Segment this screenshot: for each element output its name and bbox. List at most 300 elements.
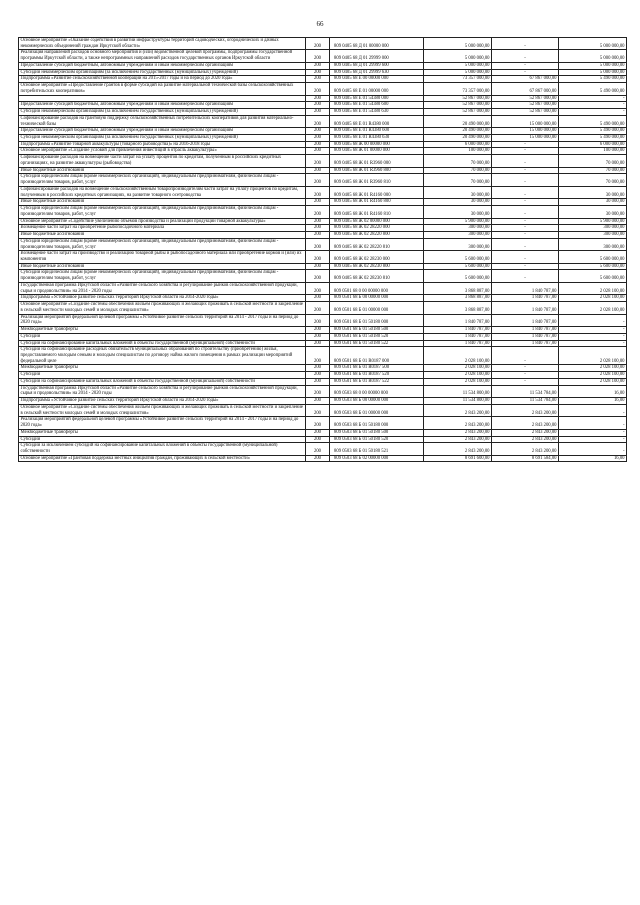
row-code-cell: 200 [306,251,330,263]
row-amount-3-cell: - [559,436,627,443]
row-classification-cell: 809 0503 68 Б 02 00000 000 [330,455,424,462]
row-amount-3-cell: 5 600 000,00 [559,263,627,270]
row-code-cell: 200 [306,295,330,302]
row-amount-2-cell: - [492,365,559,372]
row-classification-cell: 809 0405 68 Д 01 00000 000 [330,38,424,50]
row-classification-cell: 809 0405 68 Ж 01 00000 000 [330,148,424,155]
row-amount-2-cell: 11 534 784,00 [492,398,559,405]
table-row [19,443,627,455]
row-amount-2-cell: - [492,148,559,155]
row-amount-3-cell: 300 000,00 [559,225,627,232]
row-classification-cell: 809 0405 68 Е 01 R4380 600 [330,128,424,135]
row-classification-cell: 809 0405 68 Ж 01 R4160 800 [330,199,424,206]
row-name-cell: Субсидии [19,333,306,340]
row-name-cell: Субсидии на софинансирование расходных обязательств муниципальных образований по строительству (приобретению) жилья, предоставляемого молодым семьям и молодым специалистам по договору найма жилого помещения в рамках реализации мероприятий федеральной целе [19,347,306,365]
row-amount-2-cell: 67 867 000,00 [492,83,559,95]
table-row [19,295,627,302]
table-row [19,199,627,206]
row-amount-3-cell: - [559,102,627,109]
row-code-cell: 200 [306,167,330,174]
table-body [19,38,627,462]
table-row [19,38,627,50]
row-amount-2-cell: 15 000 000,00 [492,115,559,127]
row-name-cell: Иные бюджетные ассигнования [19,263,306,270]
row-code-cell: 200 [306,385,330,397]
row-amount-2-cell: - [492,199,559,206]
table-row [19,385,627,397]
row-amount-2-cell: 2 843 200,00 [492,443,559,455]
row-amount-2-cell: 67 867 000,00 [492,76,559,83]
row-name-cell: Основное мероприятие «Создание условий для привлечения инвестиций в отрасль аквакультуры» [19,148,306,155]
row-amount-3-cell: 6 000 000,00 [559,141,627,148]
row-classification-cell: 809 0405 68 Е 00 00000 000 [330,76,424,83]
row-amount-1-cell: 70 000,00 [424,155,492,167]
row-amount-1-cell: 300 000,00 [424,238,492,250]
row-code-cell: 200 [306,69,330,76]
row-name-cell: Основное мероприятие «Создание системы обеспечения жильем проживающих и желающих проживать в сельской местности и закрепление в сельской местности молодых семей и молодых специалистов» [19,302,306,314]
row-classification-cell: 809 0501 68 Б 01 50180 500 [330,327,424,334]
row-classification-cell: 809 0405 68 Ж 01 R3960 810 [330,174,424,186]
row-amount-2-cell: 52 867 000,00 [492,109,559,116]
row-name-cell: Субсидии за исключением субсидий на софинансирование капитальных вложений в объекты государственной (муниципальной) собственности [19,443,306,455]
table-row [19,436,627,443]
row-name-cell: Субсидии некоммерческим организациям (за исключением государственных (муниципальных) учреждений) [19,109,306,116]
row-name-cell: Межбюджетные трансферты [19,327,306,334]
row-amount-1-cell: 2 028 100,00 [424,365,492,372]
row-amount-1-cell: 20 490 000,00 [424,115,492,127]
row-name-cell: Субсидии юридическим лицам (кроме некоммерческих организаций), индивидуальным предпринимателям, физическим лицам - производителям товаров, работ, услуг [19,238,306,250]
row-classification-cell: 809 0405 68 Ж 02 28230 000 [330,251,424,263]
row-code-cell: 200 [306,365,330,372]
row-amount-1-cell: 30 000,00 [424,186,492,198]
row-amount-1-cell: 5 000 000,00 [424,62,492,69]
row-amount-3-cell: 2 028 100,00 [559,372,627,379]
table-row [19,270,627,282]
table-row [19,263,627,270]
row-amount-3-cell: 70 000,00 [559,174,627,186]
table-row [19,333,627,340]
row-code-cell: 200 [306,429,330,436]
row-classification-cell: 809 0503 68 Б 01 50180 520 [330,436,424,443]
table-row [19,238,627,250]
table-row [19,251,627,263]
row-classification-cell: 809 0501 68 Б 01 50180 000 [330,314,424,326]
row-name-cell: Субсидии некоммерческим организациям (за исключением государственных (муниципальных) учреждений) [19,69,306,76]
row-amount-1-cell: 300 000,00 [424,225,492,232]
row-amount-3-cell: 2 028 100,00 [559,365,627,372]
row-amount-3-cell: 5 490 000,00 [559,115,627,127]
row-name-cell [19,95,306,102]
row-amount-1-cell: 3 868 887,00 [424,295,492,302]
row-amount-1-cell: 11 534 800,00 [424,385,492,397]
row-classification-cell: 809 0405 68 Ж 00 00000 000 [330,141,424,148]
row-amount-3-cell: 30 000,00 [559,206,627,218]
table-row [19,155,627,167]
row-classification-cell: 809 0503 68 Б 01 50180 521 [330,443,424,455]
row-name-cell: Реализация мероприятий федеральной целевой программы «Устойчивое развитие сельских территорий на 2014 - 2017 годы и на период до 2020 года» [19,314,306,326]
table-row [19,232,627,239]
row-amount-2-cell: 1 840 787,00 [492,327,559,334]
row-name-cell: Предоставление субсидий бюджетным, автономным учреждениям и иным некоммерческим организациям [19,128,306,135]
row-amount-1-cell: 30 000,00 [424,199,492,206]
row-amount-1-cell: 1 840 787,00 [424,314,492,326]
row-amount-1-cell: 8 691 600,00 [424,455,492,462]
row-name-cell: Субсидии юридическим лицам (кроме некоммерческих организаций), индивидуальным предпринимателям, физическим лицам - производителям товаров, работ, услуг [19,206,306,218]
table-row [19,340,627,347]
row-amount-2-cell: - [492,62,559,69]
row-amount-3-cell: 2 028 100,00 [559,378,627,385]
table-row [19,69,627,76]
row-classification-cell: 809 0503 68 Б 01 50180 000 [330,417,424,429]
row-amount-3-cell: - [559,429,627,436]
row-code-cell: 200 [306,95,330,102]
row-name-cell: Основное мероприятие «Грантовая поддержка местных инициатив граждан, проживающих в сельской местности» [19,455,306,462]
row-classification-cell: 809 0405 68 Ж 02 28230 810 [330,270,424,282]
row-name-cell: Субсидии [19,372,306,379]
table-row [19,398,627,405]
row-classification-cell: 809 0501 68 Б 01 00000 000 [330,302,424,314]
table-row [19,148,627,155]
row-amount-1-cell: 5 600 000,00 [424,263,492,270]
row-amount-2-cell: 2 843 200,00 [492,429,559,436]
row-amount-1-cell: 30 000,00 [424,206,492,218]
row-code-cell: 200 [306,378,330,385]
row-amount-3-cell: 2 028 100,00 [559,347,627,365]
row-code-cell: 200 [306,225,330,232]
row-classification-cell: 809 0405 68 Д 01 29999 630 [330,69,424,76]
row-code-cell: 200 [306,232,330,239]
row-amount-1-cell: 70 000,00 [424,174,492,186]
table-row [19,372,627,379]
row-classification-cell: 809 0405 68 Ж 01 R4160 000 [330,186,424,198]
row-amount-2-cell: 1 840 787,00 [492,282,559,294]
row-amount-3-cell: - [559,340,627,347]
table-row [19,109,627,116]
row-code-cell: 200 [306,218,330,225]
row-amount-2-cell: 1 840 787,00 [492,333,559,340]
row-amount-2-cell: 1 840 787,00 [492,302,559,314]
row-amount-3-cell: 5 000 000,00 [559,50,627,62]
row-code-cell: 200 [306,76,330,83]
row-classification-cell: 809 0405 68 Ж 02 00000 000 [330,218,424,225]
table-row [19,417,627,429]
table-row [19,62,627,69]
row-amount-3-cell: - [559,95,627,102]
row-amount-3-cell: - [559,417,627,429]
row-code-cell: 200 [306,417,330,429]
row-amount-1-cell: 73 357 000,00 [424,83,492,95]
row-name-cell: Государственная программа Иркутской области «Развитие сельского хозяйства и регулирование рынков сельскохозяйственной продукции, сырья и продовольствия» на 2014 - 2020 годы [19,385,306,397]
row-code-cell: 200 [306,174,330,186]
row-amount-3-cell: 70 000,00 [559,155,627,167]
row-amount-2-cell: 52 867 000,00 [492,95,559,102]
table-row [19,347,627,365]
row-classification-cell: 809 0405 68 Е 01 R4380 000 [330,115,424,127]
table-row [19,225,627,232]
table-row [19,404,627,416]
row-amount-2-cell: 15 000 000,00 [492,135,559,142]
row-amount-2-cell: - [492,174,559,186]
row-amount-1-cell: 2 843 200,00 [424,404,492,416]
row-amount-2-cell: - [492,186,559,198]
row-name-cell: Возмещение части затрат на производство и реализацию товарной рыбы и рыбопосадочного материала или приобретение кормов и (или) их компонентов [19,251,306,263]
row-amount-3-cell: 5 490 000,00 [559,83,627,95]
row-amount-2-cell: 1 840 787,00 [492,295,559,302]
row-amount-3-cell: 5 490 000,00 [559,128,627,135]
row-classification-cell: 809 0501 68 Б 01 50180 520 [330,333,424,340]
row-amount-1-cell: 2 843 200,00 [424,417,492,429]
row-classification-cell: 809 0501 68 Б 01 R0187 500 [330,365,424,372]
row-amount-1-cell: 11 534 800,00 [424,398,492,405]
row-amount-1-cell: 300 000,00 [424,232,492,239]
table-row [19,455,627,462]
row-amount-1-cell: 52 867 000,00 [424,95,492,102]
row-classification-cell: 809 0501 68 Б 01 R0187 522 [330,378,424,385]
row-name-cell: Субсидии [19,436,306,443]
row-amount-3-cell: 2 028 100,00 [559,282,627,294]
row-code-cell: 200 [306,455,330,462]
row-name-cell: Межбюджетные трансферты [19,365,306,372]
row-code-cell: 200 [306,263,330,270]
row-code-cell: 200 [306,115,330,127]
table-row [19,282,627,294]
row-name-cell: Подпрограмма «Устойчивое развитие сельских территорий Иркутской области на 2014-2020 годы» [19,398,306,405]
table-row [19,302,627,314]
row-name-cell: Основное мероприятие «Предоставление грантов в форме субсидий на развитие материальной технической базы сельскохозяйственных потребительских кооперативов» [19,83,306,95]
row-amount-3-cell: - [559,327,627,334]
row-code-cell: 200 [306,270,330,282]
row-code-cell: 200 [306,128,330,135]
row-amount-2-cell: - [492,270,559,282]
table-row [19,174,627,186]
row-name-cell: Подпрограмма «Развитие сельскохозяйственной кооперации на 2015-2017 годы и на период до 2020 года» [19,76,306,83]
row-amount-3-cell: 300 000,00 [559,238,627,250]
row-amount-2-cell: - [492,347,559,365]
row-amount-3-cell: - [559,443,627,455]
row-amount-2-cell: - [492,372,559,379]
row-name-cell: Основное мероприятие «Создание системы обеспечения жильем проживающих и желающих проживать в сельской местности и закрепление в сельской местности молодых семей и молодых специалистов» [19,404,306,416]
row-name-cell: Иные бюджетные ассигнования [19,199,306,206]
row-amount-1-cell: 1 840 787,00 [424,340,492,347]
row-code-cell: 200 [306,398,330,405]
row-classification-cell: 809 0405 68 Е 01 54380 000 [330,95,424,102]
row-amount-1-cell: 3 868 887,00 [424,302,492,314]
row-amount-2-cell: - [492,251,559,263]
row-amount-2-cell: 52 867 000,00 [492,102,559,109]
row-classification-cell: 809 0503 68 Б 01 50180 500 [330,429,424,436]
row-amount-3-cell: 300 000,00 [559,232,627,239]
row-classification-cell: 809 0405 68 Ж 01 R4160 810 [330,206,424,218]
row-amount-2-cell: - [492,50,559,62]
row-name-cell: Межбюджетные трансферты [19,429,306,436]
row-amount-1-cell: 52 867 000,00 [424,102,492,109]
row-amount-3-cell: 5 490 000,00 [559,76,627,83]
table-row [19,429,627,436]
row-code-cell: 200 [306,443,330,455]
row-name-cell: Субсидии юридическим лицам (кроме некоммерческих организаций), индивидуальным предпринимателям, физическим лицам - производителям товаров, работ, услуг [19,270,306,282]
row-amount-1-cell: 52 867 000,00 [424,109,492,116]
row-amount-3-cell: 70 000,00 [559,167,627,174]
row-amount-2-cell: 15 000 000,00 [492,128,559,135]
row-amount-3-cell: 16,00 [559,398,627,405]
row-code-cell: 200 [306,148,330,155]
row-amount-3-cell: 16,00 [559,455,627,462]
row-amount-1-cell: 5 900 000,00 [424,218,492,225]
row-name-cell: Основное мероприятие «Содействие увеличению объемов производства и реализации продукции товарной аквакультуры» [19,218,306,225]
row-code-cell: 200 [306,372,330,379]
row-amount-2-cell: - [492,155,559,167]
row-amount-2-cell: - [492,141,559,148]
row-classification-cell: 809 0501 68 Б 01 50180 522 [330,340,424,347]
row-classification-cell: 809 0405 68 Ж 02 28220 800 [330,232,424,239]
row-name-cell: Субсидии юридическим лицам (кроме некоммерческих организаций), индивидуальным предпринимателям, физическим лицам - производителям товаров, работ, услуг [19,174,306,186]
table-row [19,186,627,198]
table-row [19,128,627,135]
row-code-cell: 200 [306,436,330,443]
row-amount-1-cell: 20 490 000,00 [424,128,492,135]
row-amount-3-cell: - [559,314,627,326]
row-code-cell: 200 [306,314,330,326]
row-amount-2-cell: - [492,238,559,250]
table-row [19,378,627,385]
row-amount-1-cell: 5 000 000,00 [424,50,492,62]
row-name-cell: Софинансирование расходов на возмещение сельскохозяйственным товаропроизводителям части затрат на уплату процентов по кредитам, полученным в российских кредитных организациях, на развитие товарного осетроводства [19,186,306,198]
row-code-cell: 200 [306,302,330,314]
row-amount-2-cell: - [492,232,559,239]
table-row [19,102,627,109]
row-amount-3-cell: - [559,404,627,416]
row-amount-1-cell: 5 000 000,00 [424,69,492,76]
row-name-cell: Софинансирование расходов на возмещение части затрат на уплату процентов по кредитам, полученным в российских кредитных организациях, на развитие аквакультуры (рыбоводства) [19,155,306,167]
row-code-cell: 200 [306,206,330,218]
row-name-cell: Возмещение части затрат на приобретение рыбопосадочного материала [19,225,306,232]
row-amount-3-cell: 5 000 000,00 [559,62,627,69]
row-amount-3-cell: 2 028 100,00 [559,295,627,302]
row-name-cell: Подпрограмма «Развитие товарной аквакультуры (товарного рыбоводства)» на 2016-2018 годы [19,141,306,148]
table-row [19,76,627,83]
row-amount-1-cell: 6 000 000,00 [424,141,492,148]
row-classification-cell: 809 0405 68 Ж 01 R3960 000 [330,155,424,167]
row-code-cell: 200 [306,135,330,142]
row-amount-3-cell: - [559,333,627,340]
row-amount-1-cell: 100 000,00 [424,148,492,155]
row-amount-2-cell: - [492,378,559,385]
row-amount-2-cell: 2 843 200,00 [492,436,559,443]
row-classification-cell: 809 0405 68 Е 01 R4380 630 [330,135,424,142]
row-name-cell: Предоставление субсидий бюджетным, автономным учреждениям и иным некоммерческим организациям [19,102,306,109]
page-number: 66 [316,20,324,28]
row-name-cell: Основное мероприятие «Оказание содействия в развитии инфраструктуры территорий садоводческих, огороднических и дачных некоммерческих объединений граждан Иркутской области» [19,38,306,50]
row-amount-2-cell: 11 534 784,00 [492,385,559,397]
row-amount-2-cell: - [492,225,559,232]
row-amount-3-cell: 30 000,00 [559,186,627,198]
row-code-cell: 200 [306,155,330,167]
row-classification-cell: 809 0405 68 Ж 02 28230 800 [330,263,424,270]
table-row [19,206,627,218]
row-amount-3-cell: 5 000 000,00 [559,69,627,76]
row-amount-2-cell: - [492,206,559,218]
row-classification-cell: 809 0405 68 Ж 01 R3960 800 [330,167,424,174]
row-classification-cell: 809 0503 68 Б 01 00000 000 [330,404,424,416]
row-amount-1-cell: 5 600 000,00 [424,251,492,263]
row-name-cell: Субсидии некоммерческим организациям (за исключением государственных (муниципальных) учреждений) [19,135,306,142]
row-amount-1-cell: 1 840 787,00 [424,333,492,340]
row-classification-cell: 809 0405 68 Е 01 00000 000 [330,83,424,95]
row-name-cell: Реализация направлений расходов основного мероприятия и (или) ведомственной целевой программы, подпрограммы государственной программы Иркутской области, а также непрограммных направлений расходов государственных органов Иркутской области [19,50,306,62]
row-code-cell: 200 [306,102,330,109]
row-name-cell: Субсидии на софинансирование капитальных вложений в объекты государственной (муниципальной) собственности [19,340,306,347]
row-amount-2-cell: - [492,263,559,270]
row-code-cell: 200 [306,62,330,69]
row-amount-3-cell: 16,00 [559,385,627,397]
table-row [19,167,627,174]
row-amount-3-cell: 100 000,00 [559,148,627,155]
row-amount-2-cell: 2 843 200,00 [492,404,559,416]
row-amount-3-cell: - [559,109,627,116]
row-amount-2-cell: - [492,38,559,50]
row-amount-3-cell: 5 600 000,00 [559,251,627,263]
table-row [19,50,627,62]
row-code-cell: 200 [306,327,330,334]
table-row [19,135,627,142]
row-classification-cell: 809 0501 68 0 00 00000 000 [330,282,424,294]
row-amount-2-cell: 1 840 787,00 [492,340,559,347]
row-amount-1-cell: 73 357 000,00 [424,76,492,83]
row-code-cell: 200 [306,109,330,116]
row-amount-2-cell: 2 843 200,00 [492,417,559,429]
row-classification-cell: 809 0405 68 Е 01 54380 600 [330,102,424,109]
row-name-cell: Подпрограмма «Устойчивое развитие сельских территорий Иркутской области на 2014-2020 годы» [19,295,306,302]
row-code-cell: 200 [306,347,330,365]
row-classification-cell: 809 0501 68 Б 01 R0187 000 [330,347,424,365]
row-code-cell: 200 [306,83,330,95]
row-amount-1-cell: 5 600 000,00 [424,270,492,282]
row-amount-1-cell: 70 000,00 [424,167,492,174]
row-classification-cell: 809 0405 68 Д 01 29999 000 [330,50,424,62]
row-name-cell: Иные бюджетные ассигнования [19,167,306,174]
row-name-cell: Государственная программа Иркутской области «Развитие сельского хозяйства и регулирование рынков сельскохозяйственной продукции, сырья и продовольствия» на 2014 - 2020 годы [19,282,306,294]
row-code-cell: 200 [306,50,330,62]
row-classification-cell: 809 0501 68 Б 01 R0187 520 [330,372,424,379]
row-amount-2-cell: 8 691 584,00 [492,455,559,462]
table-row [19,95,627,102]
row-code-cell: 200 [306,238,330,250]
row-amount-3-cell: 5 490 000,00 [559,135,627,142]
row-name-cell: Субсидии на софинансирование капитальных вложений в объекты государственной (муниципальной) собственности [19,378,306,385]
row-code-cell: 200 [306,199,330,206]
row-amount-2-cell: - [492,218,559,225]
table-row [19,83,627,95]
row-amount-1-cell: 5 000 000,00 [424,38,492,50]
row-code-cell: 200 [306,282,330,294]
row-amount-2-cell: - [492,69,559,76]
budget-table [18,37,627,462]
row-classification-cell: 809 0405 68 Ж 02 28220 000 [330,225,424,232]
row-amount-1-cell: 2 028 100,00 [424,372,492,379]
table-row [19,218,627,225]
row-classification-cell: 809 0503 68 0 00 00000 000 [330,385,424,397]
table-row [19,115,627,127]
row-classification-cell: 809 0501 68 Б 00 00000 000 [330,295,424,302]
row-amount-1-cell: 2 843 200,00 [424,436,492,443]
row-amount-1-cell: 2 843 200,00 [424,429,492,436]
row-amount-1-cell: 20 490 000,00 [424,135,492,142]
row-name-cell: Иные бюджетные ассигнования [19,232,306,239]
row-amount-1-cell: 2 028 100,00 [424,347,492,365]
row-name-cell: Реализация мероприятий федеральной целевой программы «Устойчивое развитие сельских территорий на 2014 - 2017 годы и на период до 2020 года» [19,417,306,429]
row-amount-3-cell: 30 000,00 [559,199,627,206]
row-code-cell: 200 [306,186,330,198]
